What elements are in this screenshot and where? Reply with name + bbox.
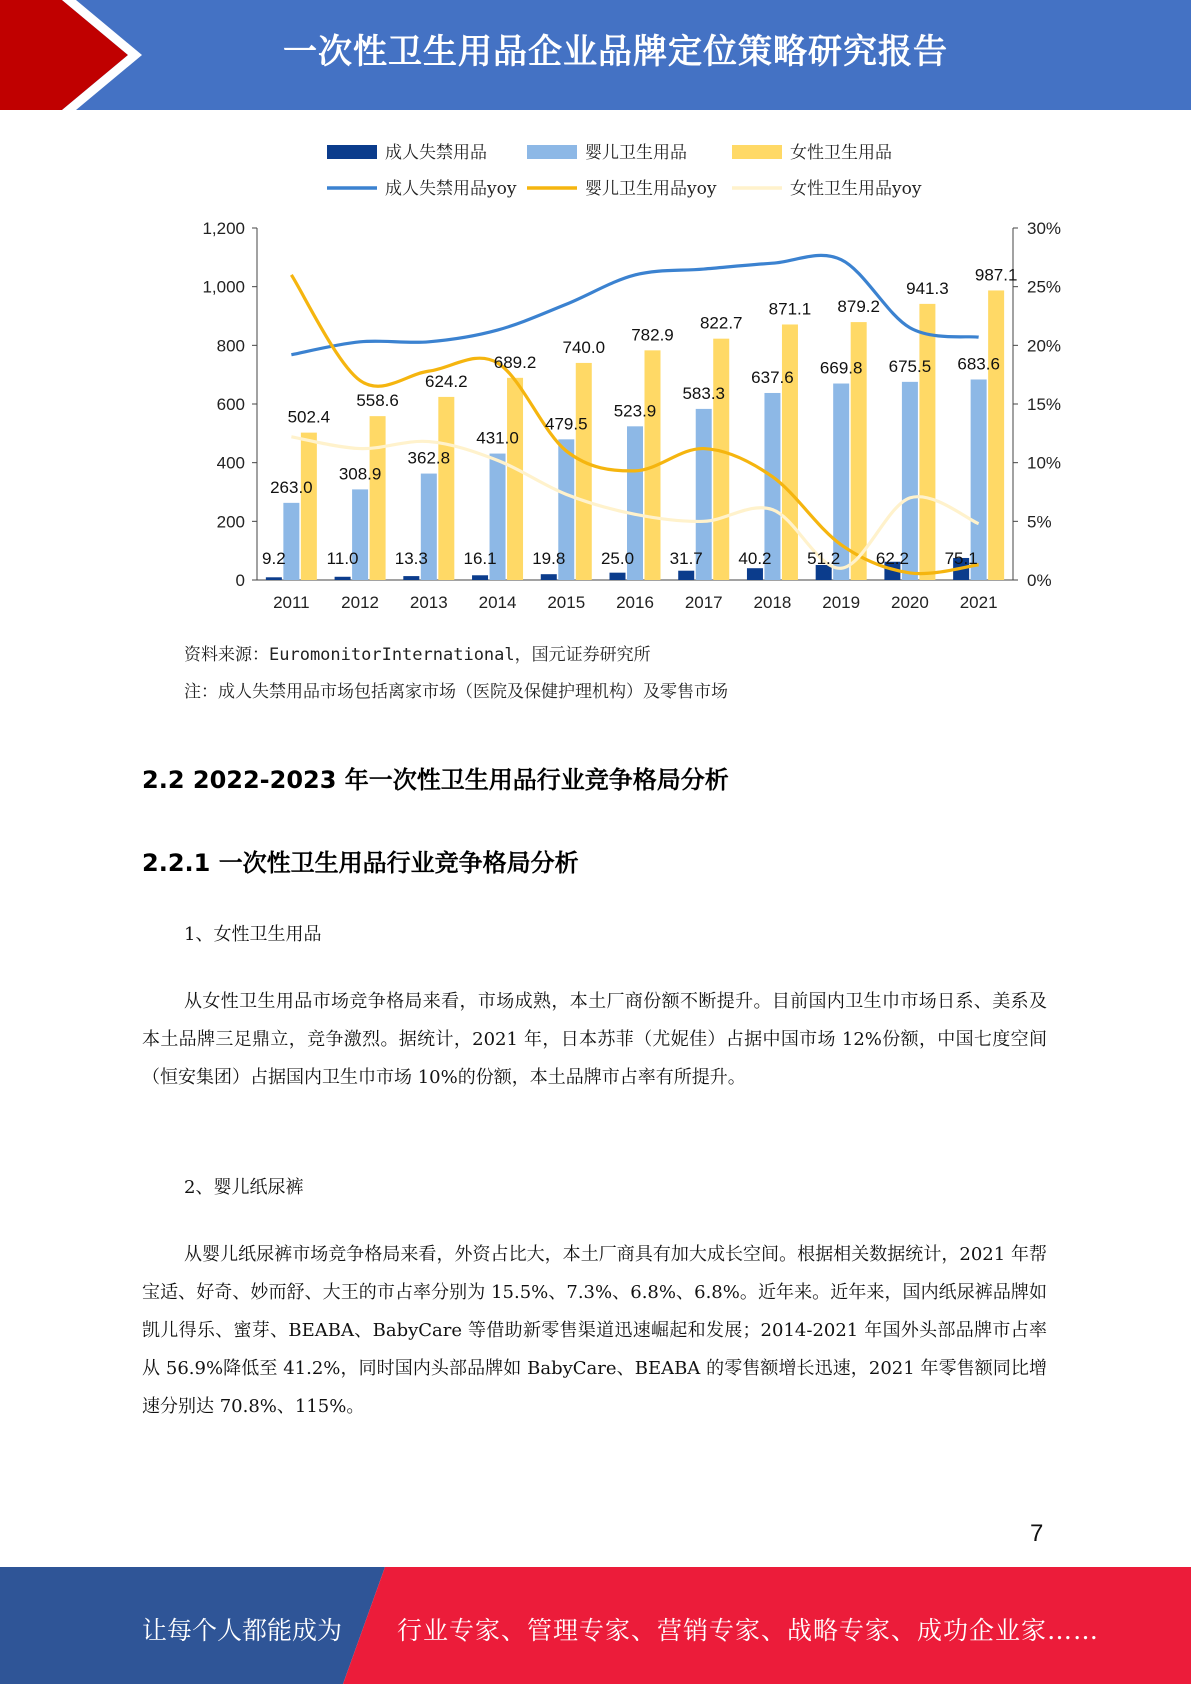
x-tick-label: 2013 bbox=[409, 593, 448, 612]
bar-data-label: 637.6 bbox=[751, 367, 794, 387]
footer-slogan-right: 行业专家、管理专家、营销专家、战略专家、成功企业家…… bbox=[397, 1616, 1100, 1645]
page-number: 7 bbox=[1030, 1520, 1044, 1547]
bar-data-label: 25.0 bbox=[600, 549, 635, 568]
bar-data-label: 879.2 bbox=[837, 297, 880, 317]
page-header bbox=[0, 0, 1191, 110]
y-right-tick-label: 5% bbox=[1027, 512, 1052, 532]
y-right-tick-label: 0% bbox=[1027, 571, 1052, 590]
bar-data-label: 40.2 bbox=[738, 549, 772, 568]
bar-data-label: 689.2 bbox=[493, 352, 537, 372]
bar bbox=[301, 433, 317, 580]
legend-label: 婴儿卫生用品 bbox=[585, 143, 687, 163]
legend-swatch bbox=[327, 145, 377, 159]
market-size-chart bbox=[165, 130, 1062, 620]
bar bbox=[782, 324, 798, 580]
legend-label: 女性卫生用品yoy bbox=[790, 179, 922, 199]
item-1-paragraph: 从女性卫生用品市场竞争格局来看，市场成熟，本土厂商份额不断提升。目前国内卫生巾市场日系、美系及本土品牌三足鼎立，竞争激烈。据统计，2021 年，日本苏菲（尤妮佳）占据中国市场 12%份额，中国七度空间（恒安集团）占据国内卫生巾市场 10%的份额，本土品牌市占率有所提升。 bbox=[142, 991, 1047, 1088]
bar-data-label: 9.2 bbox=[262, 549, 286, 568]
bar-data-label: 13.3 bbox=[394, 549, 428, 568]
legend-label: 女性卫生用品 bbox=[790, 143, 892, 163]
bar bbox=[919, 304, 935, 580]
bar bbox=[370, 416, 386, 580]
legend-swatch bbox=[527, 145, 577, 159]
bar-data-label: 62.2 bbox=[875, 549, 909, 568]
item-2-title: 2、婴儿纸尿裤 bbox=[184, 1177, 304, 1198]
bar-data-label: 362.8 bbox=[407, 448, 451, 468]
bar bbox=[713, 339, 729, 580]
bar bbox=[438, 397, 454, 580]
x-tick-label: 2012 bbox=[341, 593, 380, 612]
bar-data-label: 558.6 bbox=[356, 391, 399, 411]
item-1-title: 1、女性卫生用品 bbox=[184, 924, 322, 945]
bar bbox=[610, 573, 626, 580]
bar-data-label: 502.4 bbox=[287, 407, 331, 427]
x-tick-label: 2021 bbox=[959, 593, 998, 612]
bar bbox=[472, 575, 488, 580]
item-2-paragraph: 从婴儿纸尿裤市场竞争格局来看，外资占比大，本土厂商具有加大成长空间。根据相关数据统计，2021 年帮宝适、好奇、妙而舒、大王的市占率分别为 15.5%、7.3%、6.8%、6.8%。近年来。近年来，国内纸尿裤品牌如凯儿得乐、蜜芽、BEABA、BabyCare 等借助新零售渠道迅速崛起和发展；2014-2021 年国外头部品牌市占率从 56.9%降低至 41.2%，同时国内头部品牌如 BabyCare、BEABA 的零售额增长迅速，2021 年零售额同比增速分别达 70.8%、115%。 bbox=[142, 1244, 1047, 1417]
x-tick-label: 2017 bbox=[684, 593, 723, 612]
x-tick-label: 2016 bbox=[616, 593, 654, 612]
bar-data-label: 675.5 bbox=[888, 356, 932, 376]
x-tick-label: 2019 bbox=[822, 593, 861, 612]
bar bbox=[507, 378, 523, 580]
bar-data-label: 583.3 bbox=[682, 383, 726, 403]
bar bbox=[266, 577, 282, 580]
bar-data-label: 31.7 bbox=[669, 549, 703, 568]
legend-label: 婴儿卫生用品yoy bbox=[585, 179, 717, 199]
y-left-tick-label: 600 bbox=[216, 395, 245, 414]
section-heading-2-2: 2.2 2022-2023 年一次性卫生用品行业竞争格局分析 bbox=[142, 766, 729, 794]
bar bbox=[283, 503, 299, 580]
bar-data-label: 683.6 bbox=[957, 354, 1000, 374]
bar-data-label: 782.9 bbox=[631, 325, 674, 345]
bar bbox=[988, 290, 1004, 580]
y-right-tick-label: 15% bbox=[1027, 395, 1062, 414]
x-tick-label: 2011 bbox=[273, 593, 310, 612]
bar-data-label: 624.2 bbox=[425, 371, 468, 391]
bar bbox=[541, 574, 557, 580]
x-tick-label: 2015 bbox=[547, 593, 586, 612]
y-right-tick-label: 10% bbox=[1027, 453, 1062, 473]
bar bbox=[747, 568, 763, 580]
bar-data-label: 19.8 bbox=[532, 549, 566, 568]
chart-source: 资料来源：EuromonitorInternational，国元证券研究所 bbox=[184, 645, 651, 665]
bar-data-label: 479.5 bbox=[544, 414, 588, 434]
bar-data-label: 523.9 bbox=[613, 401, 657, 421]
y-left-tick-label: 800 bbox=[216, 336, 245, 356]
y-left-tick-label: 400 bbox=[216, 453, 245, 473]
bar-data-label: 941.3 bbox=[906, 278, 949, 298]
bar-data-label: 987.1 bbox=[974, 265, 1018, 285]
bar-data-label: 669.8 bbox=[819, 358, 863, 378]
bar-data-label: 308.9 bbox=[338, 464, 382, 484]
bar-data-label: 740.0 bbox=[562, 337, 606, 357]
y-right-tick-label: 30% bbox=[1027, 219, 1062, 238]
page-footer bbox=[0, 1567, 1191, 1684]
bar-data-label: 822.7 bbox=[699, 313, 743, 333]
bar bbox=[576, 363, 592, 580]
bar-data-label: 871.1 bbox=[768, 299, 812, 319]
bar-data-label: 263.0 bbox=[270, 477, 313, 497]
y-left-tick-label: 1,000 bbox=[202, 277, 245, 297]
x-tick-label: 2020 bbox=[890, 593, 929, 612]
report-title: 一次性卫生用品企业品牌定位策略研究报告 bbox=[283, 32, 948, 72]
bar-data-label: 431.0 bbox=[476, 428, 519, 448]
section-heading-2-2-1: 2.2.1 一次性卫生用品行业竞争格局分析 bbox=[142, 849, 579, 877]
bar-data-label: 75.1 bbox=[944, 549, 978, 568]
legend-label: 成人失禁用品 bbox=[385, 143, 487, 163]
y-right-tick-label: 25% bbox=[1027, 277, 1062, 297]
y-right-tick-label: 20% bbox=[1027, 336, 1062, 356]
bar bbox=[335, 577, 351, 580]
y-left-tick-label: 0 bbox=[235, 571, 245, 590]
y-left-tick-label: 200 bbox=[216, 512, 245, 532]
x-tick-label: 2014 bbox=[478, 593, 517, 612]
chart-note: 注：成人失禁用品市场包括离家市场（医院及保健护理机构）及零售市场 bbox=[184, 682, 728, 702]
bar bbox=[678, 571, 694, 580]
x-tick-label: 2018 bbox=[753, 593, 792, 612]
legend-label: 成人失禁用品yoy bbox=[385, 179, 517, 199]
footer-slogan-left: 让每个人都能成为 bbox=[142, 1616, 343, 1645]
legend-swatch bbox=[732, 145, 782, 159]
bar-data-label: 51.2 bbox=[807, 549, 841, 568]
bar-data-label: 11.0 bbox=[326, 549, 359, 568]
bar-data-label: 16.1 bbox=[463, 549, 497, 568]
bar bbox=[403, 576, 419, 580]
y-left-tick-label: 1,200 bbox=[202, 219, 245, 238]
